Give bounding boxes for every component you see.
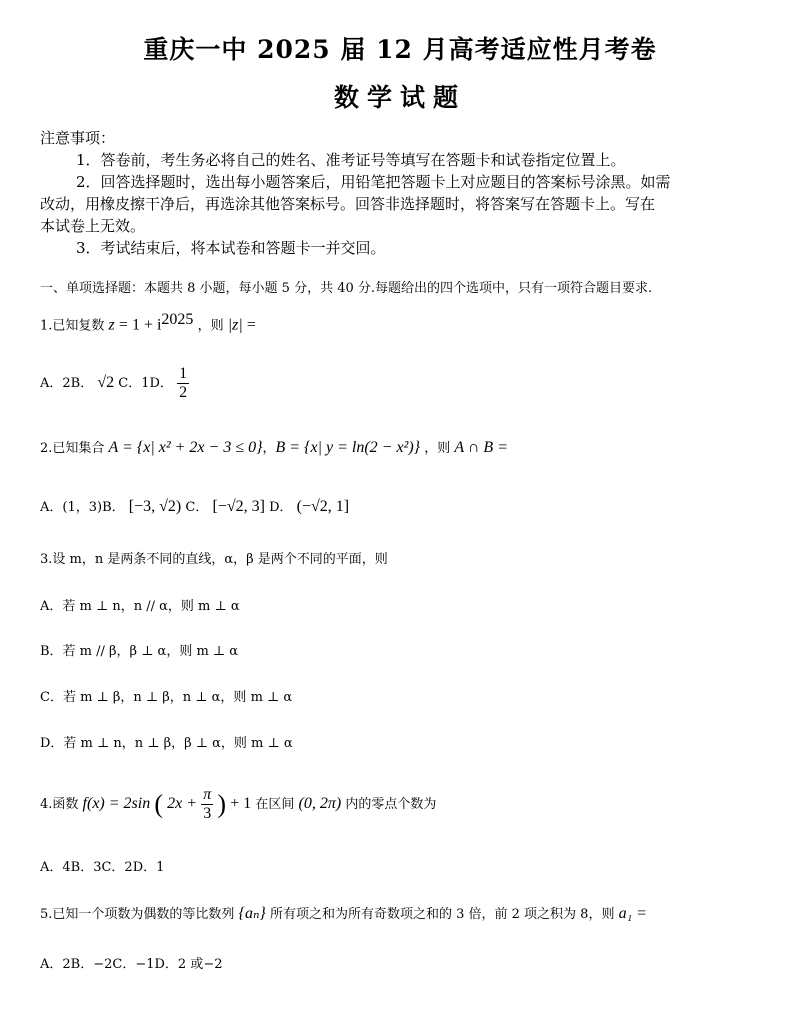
q2-option-d-label: D． [269, 500, 293, 515]
question-1-options [40, 365, 189, 402]
q4-frac-denominator: 3 [203, 805, 212, 822]
q1-abs: |z| [227, 316, 243, 334]
q1-z: z [108, 316, 115, 334]
q5-prefix: 5.已知一个项数为偶数的等比数列 [40, 907, 235, 922]
question-4-stem [40, 786, 436, 823]
q4-function: f(x) = 2sin [82, 795, 151, 812]
q1-frac-denominator: 2 [179, 384, 188, 401]
notice-item-2-line-1: 2．回答选择题时，选出每小题答案后，用铅笔把答题卡上对应题目的答案标号涂黑。如需 [76, 173, 671, 191]
q4-suffix: 内的零点个数为 [345, 797, 437, 812]
q4-frac-numerator: π [203, 786, 212, 803]
exam-subtitle: 数学试题 [333, 83, 466, 112]
q2-option-a: A．(1，3)B． [40, 500, 125, 515]
q4-prefix: 4.函数 [40, 797, 79, 812]
q1-expr: = 1 + i [118, 316, 162, 334]
question-1-stem [40, 311, 256, 334]
question-4-options: A．4B．3C．2D．1 [40, 860, 165, 875]
question-5-options: A．2B．−2C．−1D．2 或−2 [40, 957, 223, 972]
q2-separator: ， [262, 441, 276, 456]
q2-option-c-value: [−√2, 3] [212, 498, 265, 515]
q1-mid: ，则 [197, 318, 224, 334]
q1-option-b-value: √2 [97, 374, 115, 391]
q4-tail: + 1 [230, 795, 252, 812]
q2-option-c-label: C． [185, 500, 209, 515]
q4-interval: (0, 2π) [298, 795, 342, 812]
q5-suffix: 所有项之和为所有奇数项之和的 3 倍，前 2 项之积为 8，则 [269, 907, 615, 922]
q4-fraction [201, 786, 213, 823]
q1-eq: = [246, 316, 256, 334]
q2-suffix: ，则 [424, 441, 451, 456]
notice-heading: 注意事项： [40, 129, 116, 147]
q2-option-d-value: (−√2, 1] [296, 498, 350, 515]
q2-option-b-value: [−3, √2) [128, 498, 182, 515]
q1-option-c: C．1D． [118, 376, 173, 391]
q1-prefix: 1.已知复数 [40, 318, 105, 334]
q1-option-d-fraction [177, 365, 189, 402]
q4-inner: 2x + [167, 795, 198, 812]
q4-mid: 在区间 [255, 797, 295, 812]
q1-option-a: A．2B． [40, 376, 94, 391]
notice-item-3: 3．考试结束后，将本试卷和答题卡一并交回。 [76, 239, 386, 257]
question-5-stem [40, 903, 647, 923]
question-3-option-c: C．若 m ⊥ β，n ⊥ β，n ⊥ α，则 m ⊥ α [40, 690, 293, 705]
q5-sequence: {aₙ} [238, 905, 266, 922]
q4-left-paren: ( [154, 789, 164, 819]
question-2-stem [40, 437, 508, 457]
q5-ask: a₁ = [618, 905, 647, 922]
question-3-option-d: D．若 m ⊥ n，n ⊥ β，β ⊥ α，则 m ⊥ α [40, 736, 293, 751]
q2-prefix: 2.已知集合 [40, 441, 105, 456]
notice-item-1: 1．答卷前，考生务必将自己的姓名、准考证号等填写在答题卡和试卷指定位置上。 [76, 151, 626, 169]
q2-ask: A ∩ B = [454, 439, 508, 456]
q4-right-paren: ) [217, 789, 227, 819]
question-2-options [40, 496, 349, 516]
q1-frac-numerator: 1 [179, 365, 188, 382]
q2-set-a: A = {x| x² + 2x − 3 ≤ 0} [108, 439, 263, 456]
exam-title: 重庆一中 2025 届 12 月高考适应性月考卷 [143, 35, 657, 64]
q1-exponent: 2025 [161, 311, 194, 328]
notice-item-2-line-3: 本试卷上无效。 [40, 217, 146, 235]
notice-item-2-line-2: 改动，用橡皮擦干净后，再选涂其他答案标号。回答非选择题时，将答案写在答题卡上。写在 [40, 195, 656, 213]
question-3-option-b: B．若 m // β，β ⊥ α，则 m ⊥ α [40, 644, 239, 659]
q2-set-b: B = {x| y = ln(2 − x²)} [275, 439, 421, 456]
question-3-stem: 3.设 m，n 是两条不同的直线，α，β 是两个不同的平面，则 [40, 552, 388, 567]
section-heading: 一、单项选择题：本题共 8 小题，每小题 5 分，共 40 分.每题给出的四个选项中，只有一项符合题目要求. [40, 281, 653, 296]
question-3-option-a: A．若 m ⊥ n，n // α，则 m ⊥ α [40, 599, 240, 614]
